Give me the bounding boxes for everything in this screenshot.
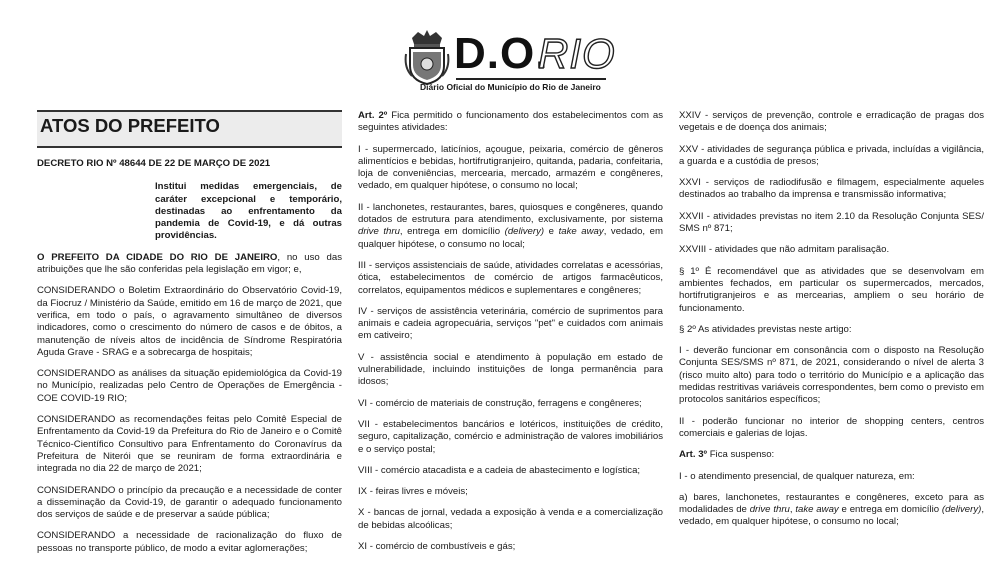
- item-ii: [358, 202, 663, 251]
- item-xxviii: XXVIII - atividades que não admitam paralisação.: [679, 244, 890, 256]
- article-3-item-i: I - o atendimento presencial, de qualquer natureza, em:: [679, 470, 915, 482]
- considering-paragraph: CONSIDERANDO as recomendações feitas pelo Comitê Especial de Enfrentamento da Covid-19 da Prefeitura do Rio de Janeiro e o Comitê Técnico-Científico Consultivo para Enfrentamento do Coronavírus da Prefeitura de Niterói que se reuniram de forma extraordinária e integrada no dia 22 de março de 2021;: [37, 414, 342, 475]
- column-right: [679, 110, 984, 538]
- column-middle: [358, 110, 663, 562]
- item-v: V - assistência social e atendimento à população em estado de vulnerabilidade, incluindo instituições de longa permanência para idosos;: [358, 351, 663, 388]
- paragraph-2-item-ii: II - poderão funcionar no interior de shopping centers, centros comerciais e galerias de lojas.: [679, 415, 984, 439]
- article-3-text: Fica suspenso:: [707, 449, 775, 461]
- paragraph-2: § 2º As atividades previstas neste artigo:: [679, 323, 852, 335]
- city-coat-of-arms-icon: [404, 28, 450, 86]
- paragraph-1: § 1º É recomendável que as atividades que se desenvolvam em ambientes fechados, em particular os supermercados, mercados, hortifrutigranjeiros e as mercearias, ampliem o seu horário de funcionamento.: [679, 265, 984, 314]
- item-a-text: , vedado, em qualquer hipótese, o consumo no local;: [679, 504, 984, 528]
- item-ii-text: II - lanchonetes, restaurantes, bares, quiosques e congêneres, quando dotados de estrutura para atendimento, exclusivamente, por sistema: [358, 201, 663, 226]
- preamble: [37, 252, 342, 277]
- article-3: [679, 449, 984, 461]
- item-ii-text: e: [544, 226, 559, 238]
- column-left: [37, 110, 342, 564]
- decree-summary: Institui medidas emergenciais, de caráter excepcional e temporário, destinadas ao enfrentamento da pandemia de Covid-19, e dá outras providências.: [155, 181, 342, 242]
- article-2-text: Fica permitido o funcionamento dos estabelecimentos com as seguintes atividades:: [358, 110, 663, 134]
- item-a-drive-thru: drive thru: [749, 504, 790, 516]
- considering-paragraph: CONSIDERANDO a necessidade de racionalização do fluxo de pessoas no transporte público, de modo a evitar aglomerações;: [37, 530, 342, 554]
- item-ii-take-away: take away: [558, 226, 604, 238]
- article-2-label: Art. 2º: [358, 110, 388, 121]
- considering-paragraph: CONSIDERANDO o princípio da precaução e a necessidade de conter a disseminação da Covid-19, de garantir o adequado funcionamento dos serviços de saúde e de preservar a saúde pública;: [37, 484, 342, 521]
- item-xxv: XXV - atividades de segurança pública e privada, incluídas a vigilância, a guarda e a custódia de presos;: [679, 143, 984, 167]
- item-iv: IV - serviços de assistência veterinária, comércio de suprimentos para animais e cadeia agropecuária, serviços "pet" e cuidados com animais em cativeiro;: [358, 305, 663, 342]
- item-a-text: ,: [789, 504, 796, 516]
- item-viii: VIII - comércio atacadista e a cadeia de abastecimento e logística;: [358, 464, 641, 476]
- item-ix: IX - feiras livres e móveis;: [358, 486, 468, 498]
- item-xxvii: XXVII - atividades previstas no item 2.10 da Resolução Conjunta SES/ SMS nº 871;: [679, 210, 984, 235]
- paragraph-2-item-i: I - deverão funcionar em consonância com o disposto na Resolução Conjunta SES/SMS nº 871, de 2021, considerando o nível de alerta 3 (risco muito alto) para todo o território do Município e a aplicação das medidas restritivas variáveis correspondentes, bem como o previsto em protocolos sanitários específicos;: [679, 345, 984, 406]
- item-a-text: a) bares, lanchonetes, restaurantes e congêneres, exceto para as modalidades de: [679, 491, 984, 516]
- masthead-title: D.O.: [454, 29, 549, 78]
- item-a-delivery: (delivery): [941, 504, 982, 516]
- item-vii: VII - estabelecimentos bancários e lotéricos, instituições de crédito, seguro, capitalização, comércio e administração de valores imobiliários e o serviço postal;: [358, 418, 663, 455]
- decree-number: DECRETO RIO Nº 48644 DE 22 DE MARÇO DE 2021: [37, 158, 271, 169]
- item-ii-text: , vedado, em qualquer hipótese, o consumo no local;: [358, 226, 663, 250]
- masthead: [400, 26, 616, 92]
- item-x: X - bancas de jornal, vedada a exposição à venda e a comercialização de bebidas alcoólicas;: [358, 507, 663, 531]
- considering-paragraph: CONSIDERANDO o Boletim Extraordinário do Observatório Covid-19, da Fiocruz / Ministério da Saúde, emitido em 16 de março de 2021, que verifica, em todo o país, o agravamento simultâneo de diversos indicadores, como o crescimento do número de casos e de óbitos, a manutenção de níveis altos de incidência de Síndrome Respiratória Aguda Grave - SRAG e a sobrecarga de hospitais;: [37, 285, 342, 358]
- article-2: [358, 110, 663, 135]
- masthead-rule: [456, 78, 606, 80]
- item-iii: III - serviços assistenciais de saúde, atividades correlatas e acessórias, ótica, estabelecimentos de comércio de artigos farmacêuticos, correlatos, equipamentos médicos e suplementares e congêneres;: [358, 259, 663, 296]
- considering-paragraph: CONSIDERANDO as análises da situação epidemiológica da Covid-19 no Município, realizadas pelo Centro de Operações de Emergência - COE COVID-19 RIO;: [37, 368, 342, 404]
- article-3-item-a: [679, 492, 984, 529]
- masthead-rio: RIO: [538, 30, 616, 77]
- item-xxiv: XXIV - serviços de prevenção, controle e erradicação de pragas dos vegetais e de doença dos animais;: [679, 110, 984, 134]
- item-ii-delivery: (delivery): [504, 226, 545, 238]
- item-ii-text: , entrega em domicílio: [399, 226, 505, 238]
- item-ii-drive-thru: drive thru: [358, 226, 400, 238]
- section-header: [37, 110, 342, 148]
- article-3-label: Art. 3º: [679, 449, 708, 461]
- section-title: ATOS DO PREFEITO: [40, 115, 220, 136]
- item-i: I - supermercado, laticínios, açougue, peixaria, comércio de gêneros alimentícios e bebidas, hortifrutigranjeiro, quitanda, padaria, confeitaria, loja de conveniências, mercearia, mercado, armazém e congêneres, vedado, em qualquer hipótese, o consumo no local;: [358, 143, 663, 192]
- item-xi: XI - comércio de combustíveis e gás;: [358, 541, 516, 553]
- preamble-rest: , no uso das atribuições que lhe são conferidas pela legislação em vigor; e,: [37, 251, 342, 276]
- item-vi: VI - comércio de materiais de construção, ferragens e congêneres;: [358, 397, 642, 409]
- item-a-text: e entrega em domicílio: [838, 504, 942, 516]
- item-a-take-away: take away: [795, 504, 839, 516]
- preamble-lead: O PREFEITO DA CIDADE DO RIO DE JANEIRO: [37, 251, 278, 263]
- item-xxvi: XXVI - serviços de radiodifusão e filmagem, especialmente aqueles destinados ao trabalho da imprensa e transmissão informativa;: [679, 177, 984, 201]
- masthead-subtitle: Diário Oficial do Município do Rio de Janeiro: [420, 82, 601, 92]
